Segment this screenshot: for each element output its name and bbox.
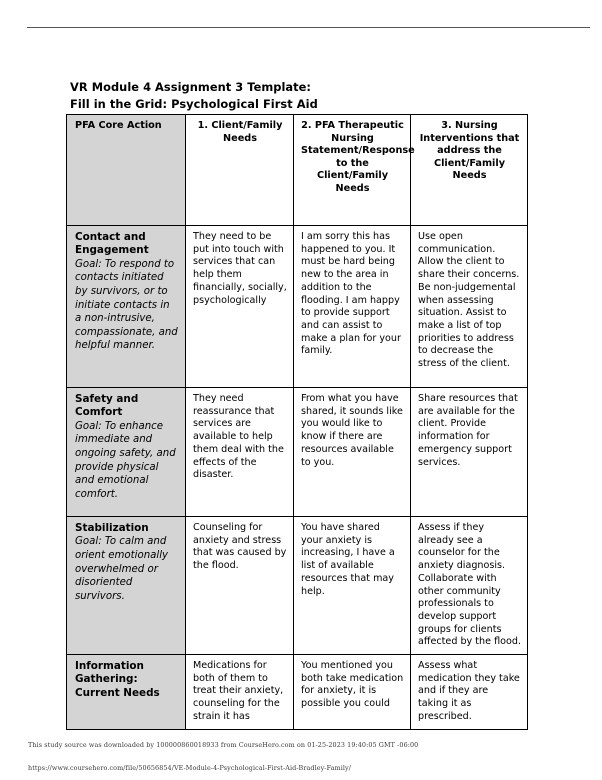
column-header-nursing-interventions: 3. Nursing Interventions that address the Client/Family Needs	[411, 115, 528, 226]
action-name: Contact and Engagement	[75, 231, 149, 257]
cell-therapeutic-statement: You have shared your anxiety is increasing, I have a list of available resources that may help.	[294, 517, 411, 655]
cell-pfa-core-action	[67, 517, 186, 655]
column-header-therapeutic-statement: 2. PFA Therapeutic Nursing Statement/Response to the Client/Family Needs	[294, 115, 411, 226]
cell-client-family-needs: They need reassurance that services are available to help them deal with the effects of the disaster.	[186, 388, 294, 517]
table-row	[67, 388, 528, 517]
column-header-pfa-core-action: PFA Core Action	[67, 115, 186, 226]
table-row	[67, 226, 528, 388]
action-name: Information Gathering: Current Needs	[75, 660, 160, 699]
action-name: Safety and Comfort	[75, 393, 139, 419]
cell-nursing-interventions: Use open communication. Allow the client to share their concerns. Be non-judgemental when assessing situation. Assist to make a list of top priorities to address to decrease the stress of the client.	[411, 226, 528, 388]
table-row	[67, 517, 528, 655]
cell-pfa-core-action	[67, 226, 186, 388]
action-goal: Goal: To respond to contacts initiated by survivors, or to initiate contacts in a non-intrusive, compassionate, and helpful manner.	[75, 258, 178, 352]
cell-client-family-needs: Medications for both of them to treat their anxiety, counseling for the strain it has	[186, 655, 294, 730]
table-row	[67, 655, 528, 730]
table-body	[67, 226, 528, 730]
page-title-line-2: Fill in the Grid: Psychological First Aid	[70, 97, 318, 111]
cell-nursing-interventions: Share resources that are available for the client. Provide information for emergency support services.	[411, 388, 528, 517]
pfa-grid-table	[66, 114, 528, 730]
cell-client-family-needs: They need to be put into touch with services that can help them financially, socially, psychologically	[186, 226, 294, 388]
source-url: https://www.coursehero.com/file/50656854/VE-Module-4-Psychological-First-Aid-Bradley-Family/	[28, 764, 352, 772]
table-header	[67, 115, 528, 226]
action-name: Stabilization	[75, 522, 149, 534]
cell-therapeutic-statement: You mentioned you both take medication for anxiety, it is possible you could	[294, 655, 411, 730]
cell-nursing-interventions: Assess what medication they take and if they are taking it as prescribed.	[411, 655, 528, 730]
cell-client-family-needs: Counseling for anxiety and stress that was caused by the flood.	[186, 517, 294, 655]
cell-pfa-core-action	[67, 388, 186, 517]
header-row	[67, 115, 528, 226]
cell-therapeutic-statement: From what you have shared, it sounds like you would like to know if there are resources available to you.	[294, 388, 411, 517]
action-goal: Goal: To enhance immediate and ongoing safety, and provide physical and emotional comfort.	[75, 420, 176, 500]
cell-nursing-interventions: Assess if they already see a counselor for the anxiety diagnosis. Collaborate with other community professionals to develop support groups for clients affected by the flood.	[411, 517, 528, 655]
header-rule	[27, 27, 590, 28]
page-title	[70, 79, 540, 113]
action-goal: Goal: To calm and orient emotionally overwhelmed or disoriented survivors.	[75, 536, 169, 602]
column-header-client-family-needs: 1. Client/Family Needs	[186, 115, 294, 226]
download-attribution: This study source was downloaded by 100000860018933 from CourseHero.com on 01-25-2023 19:40:05 GMT -06:00	[28, 741, 419, 749]
cell-pfa-core-action	[67, 655, 186, 730]
cell-therapeutic-statement: I am sorry this has happened to you. It must be hard being new to the area in addition to the flooding. I am happy to provide support and can assist to make a plan for your family.	[294, 226, 411, 388]
page-title-line-1: VR Module 4 Assignment 3 Template:	[70, 80, 312, 94]
